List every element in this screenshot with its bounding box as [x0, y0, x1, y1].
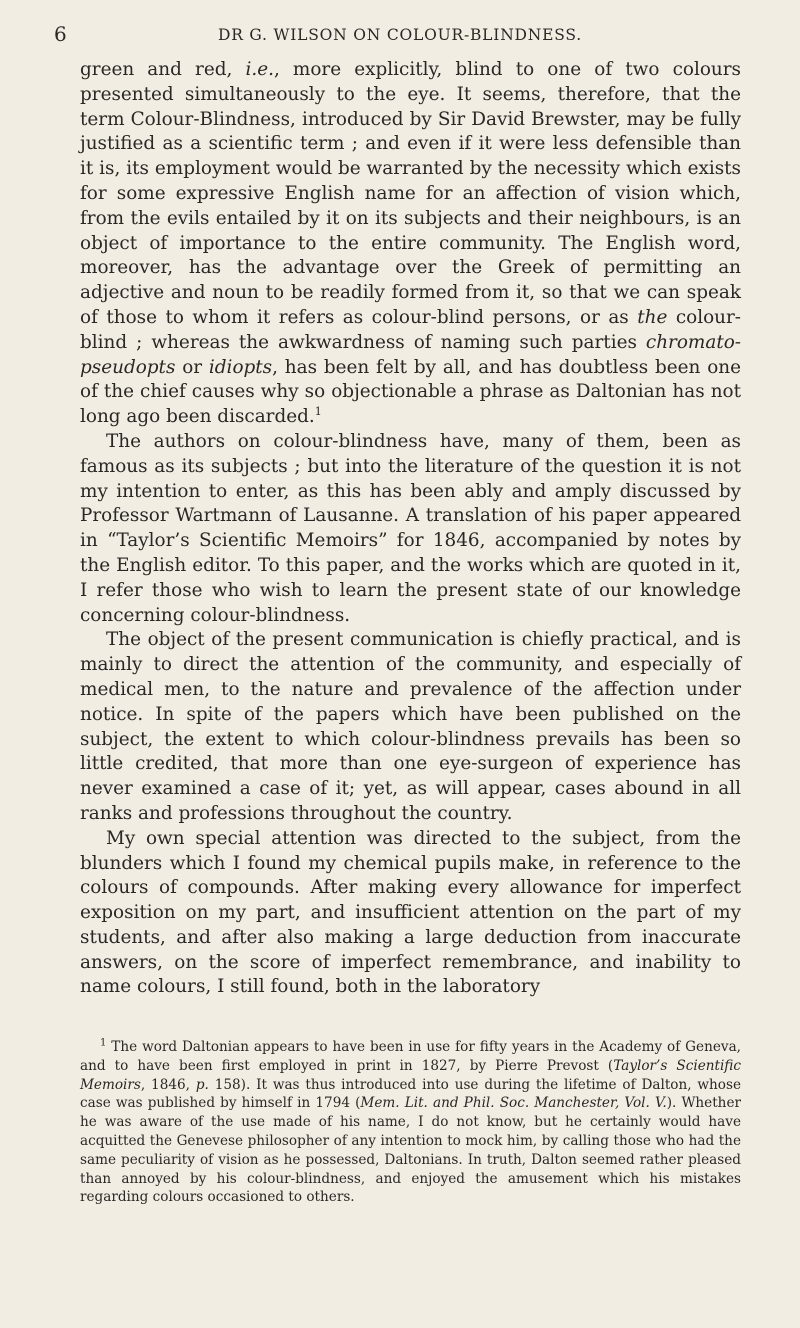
body-text [80, 58, 741, 1000]
paragraph [80, 430, 741, 628]
footnote-body [80, 1039, 741, 1205]
text-run: 158). It was thus introduced into use during the lifetime of Dalton, whose case was published by himself in 1794 ( [80, 1076, 741, 1112]
footnote [80, 1038, 741, 1207]
text-run: , 1846, [140, 1076, 196, 1093]
running-head: DR G. WILSON ON COLOUR-BLINDNESS. [217, 26, 583, 44]
italic-text: Mem. Lit. and Phil. Soc. Manchester, Vol. V. [360, 1095, 667, 1112]
text-run: The word Daltonian appears to have been in use for fifty years in the Academy of Geneva, and to have been first employed in print in 1827, by Pierre Prevost ( [80, 1039, 741, 1074]
text-run: The authors on colour-blindness have, many of them, been as famous as its subjects ; but into the literature of the question it is not my intention to enter, as this has been ably and amply discussed by Professor Wartmann of Lausanne. A translation of his paper appeared in “Taylor’s Scientific Memoirs” for 1846, accompanied by notes by the English editor. To this paper, and the works which are quoted in it, I refer those who wish to learn the present state of our knowledge concerning colour-blindness. [80, 430, 741, 626]
text-run: , more explicitly, blind to one of two colours presented simultaneously to the eye. It seems, therefore, that the term Colour-Blindness, introduced by Sir David Brewster, may be fully justified as a scientific term ; and even if it were less defensible than it is, its employment would be warranted by the necessity which exists for some expressive English name for an affection of vision which, from the evils entailed by it on its subjects and their neighbours, is an object of importance to the entire community. The English word, moreover, has the advantage over the Greek of permitting an adjective and noun to be readily formed from it, so that we can speak of those to whom it refers as colour-blind persons, or as [80, 59, 741, 328]
italic-text: i.e. [245, 59, 274, 80]
text-run: , has been felt by all, and has doubtless been one of the chief causes why so objectionable a phrase as Daltonian has not long ago been discarded. [80, 356, 742, 428]
page-number: 6 [54, 22, 68, 46]
italic-text: the [637, 306, 668, 328]
text-run: My own special attention was directed to the subject, from the blunders which I found my chemical pupils make, in reference to the colours of compounds. After making every allowance for imperfect exposition on my part, and insufficient attention on the part of my students, and after also making a large deduction from inaccurate answers, on the score of imperfect remembrance, and inability to name colours, I still found, both in the laboratory [80, 827, 741, 998]
text-run: colour-blind ; whereas the awkwardness of naming such parties [80, 306, 741, 353]
text-run: or [175, 356, 209, 378]
paragraph [80, 58, 741, 430]
paragraph [80, 628, 741, 826]
page-header [52, 22, 748, 48]
italic-text: Taylor’s Scientific Memoirs [80, 1057, 741, 1093]
text-run: ). Whether he was aware of the use made of his name, I do not know, but he certainly would have acquitted the Genevese philosopher of any intention to mock him, by calling those who had the same peculiarity of vision as he possessed, Daltonians. In truth, Dalton seemed rather pleased than annoyed by his colour-blindness, and enjoyed the amusement which his mistakes regarding colours occasioned to others. [80, 1095, 741, 1206]
paragraph [80, 827, 741, 1001]
footnote-number: 1 [100, 1037, 107, 1049]
text-run: green and red, [80, 59, 246, 80]
text-run: The object of the present communication is chiefly practical, and is mainly to direct the attention of the community, and especially of medical men, to the nature and prevalence of the affection under notice. In spite of the papers which have been published on the subject, the extent to which colour-blindness prevails has been so little credited, that more than one eye-surgeon of experience has never examined a case of it; yet, as will appear, cases abound in all ranks and professions throughout the country. [80, 629, 741, 824]
italic-text: idiopts [208, 356, 273, 378]
footnote-ref: 1 [314, 405, 322, 419]
italic-text: chromato-pseudopts [80, 331, 741, 378]
footnote-text [80, 1038, 741, 1207]
italic-text: p. [195, 1076, 209, 1093]
